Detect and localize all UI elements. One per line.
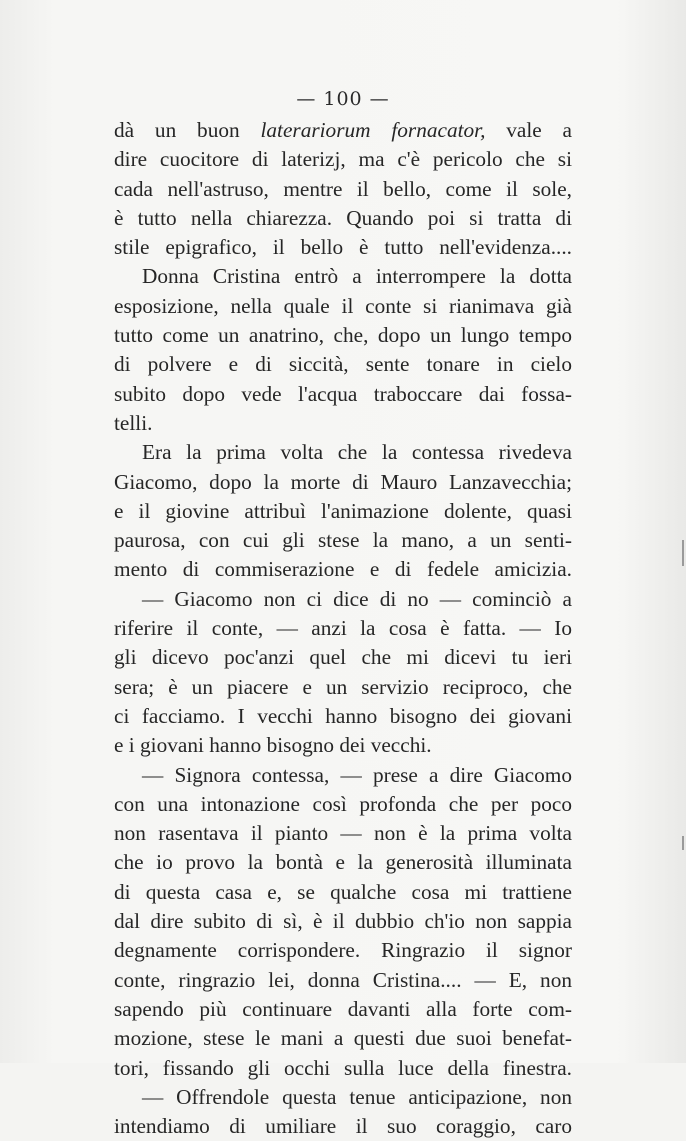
text-line: Giacomo, dopo la morte di Mauro Lanzavecchia; xyxy=(114,469,572,494)
text-line xyxy=(114,116,572,145)
text-line: tori, fissando gli occhi sulla luce della finestra. xyxy=(114,1055,572,1080)
text-line: paurosa, con cui gli stese la mano, a un senti- xyxy=(114,528,572,553)
text-line: e i giovani hanno bisogno dei vecchi. xyxy=(114,733,432,758)
text-line: e il giovine attribuì l'animazione dolente, quasi xyxy=(114,498,572,523)
text-line: dal dire subito di sì, è il dubbio ch'io non sappia xyxy=(114,909,572,934)
page-number: — 100 — xyxy=(296,88,390,110)
text-line: è tutto nella chiarezza. Quando poi si tratta di xyxy=(114,205,572,230)
text-fragment: dà un buon xyxy=(114,118,261,142)
text-line: telli. xyxy=(114,410,153,435)
text-line: sapendo più continuare davanti alla forte com- xyxy=(114,996,572,1021)
text-line: conte, ringrazio lei, donna Cristina.... — E, non xyxy=(114,967,572,992)
text-line: tutto come un anatrino, che, dopo un lungo tempo xyxy=(114,323,572,348)
text-line: — Signora contessa, — prese a dire Giacomo xyxy=(142,762,572,787)
text-line: non rasentava il pianto — non è la prima volta xyxy=(114,821,572,846)
text-line: Era la prima volta che la contessa rivedeva xyxy=(142,440,572,465)
text-line: che io provo la bontà e la generosità illuminata xyxy=(114,850,572,875)
page-edge-mark xyxy=(682,836,684,850)
text-line: esposizione, nella quale il conte si rianimava già xyxy=(114,293,572,318)
text-line: sera; è un piacere e un servizio reciproco, che xyxy=(114,674,572,699)
text-line: degnamente corrispondere. Ringrazio il signor xyxy=(114,938,572,963)
text-line: ci facciamo. I vecchi hanno bisogno dei giovani xyxy=(114,703,572,728)
text-line: subito dopo vede l'acqua traboccare dai fossa- xyxy=(114,381,572,406)
text-line: — Giacomo non ci dice di no — cominciò a xyxy=(142,586,572,611)
page-edge-mark xyxy=(682,540,684,566)
text-line: intendiamo di umiliare il suo coraggio, caro xyxy=(114,1114,572,1139)
text-line: stile epigrafico, il bello è tutto nell'evidenza.... xyxy=(114,235,572,260)
body-text xyxy=(114,116,572,1141)
text-line: cada nell'astruso, mentre il bello, come il sole, xyxy=(114,176,572,201)
text-line: di polvere e di siccità, sente tonare in cielo xyxy=(114,352,572,377)
text-line: con una intonazione così profonda che per poco xyxy=(114,791,572,816)
text-line: riferire il conte, — anzi la cosa è fatta. — Io xyxy=(114,616,572,641)
text-line: — Offrendole questa tenue anticipazione, non xyxy=(142,1084,572,1109)
text-line: mozione, stese le mani a questi due suoi benefat- xyxy=(114,1026,572,1051)
text-line: mento di commiserazione e di fedele amicizia. xyxy=(114,557,572,582)
text-line: gli dicevo poc'anzi quel che mi dicevi tu ieri xyxy=(114,645,572,670)
italic-fragment: laterariorum fornacator, xyxy=(260,118,486,142)
text-fragment: vale a xyxy=(485,118,572,142)
text-line: di questa casa e, se qualche cosa mi trattiene xyxy=(114,879,572,904)
text-line: dire cuocitore di laterizj, ma c'è pericolo che si xyxy=(114,147,572,172)
text-line: Donna Cristina entrò a interrompere la dotta xyxy=(142,264,572,289)
